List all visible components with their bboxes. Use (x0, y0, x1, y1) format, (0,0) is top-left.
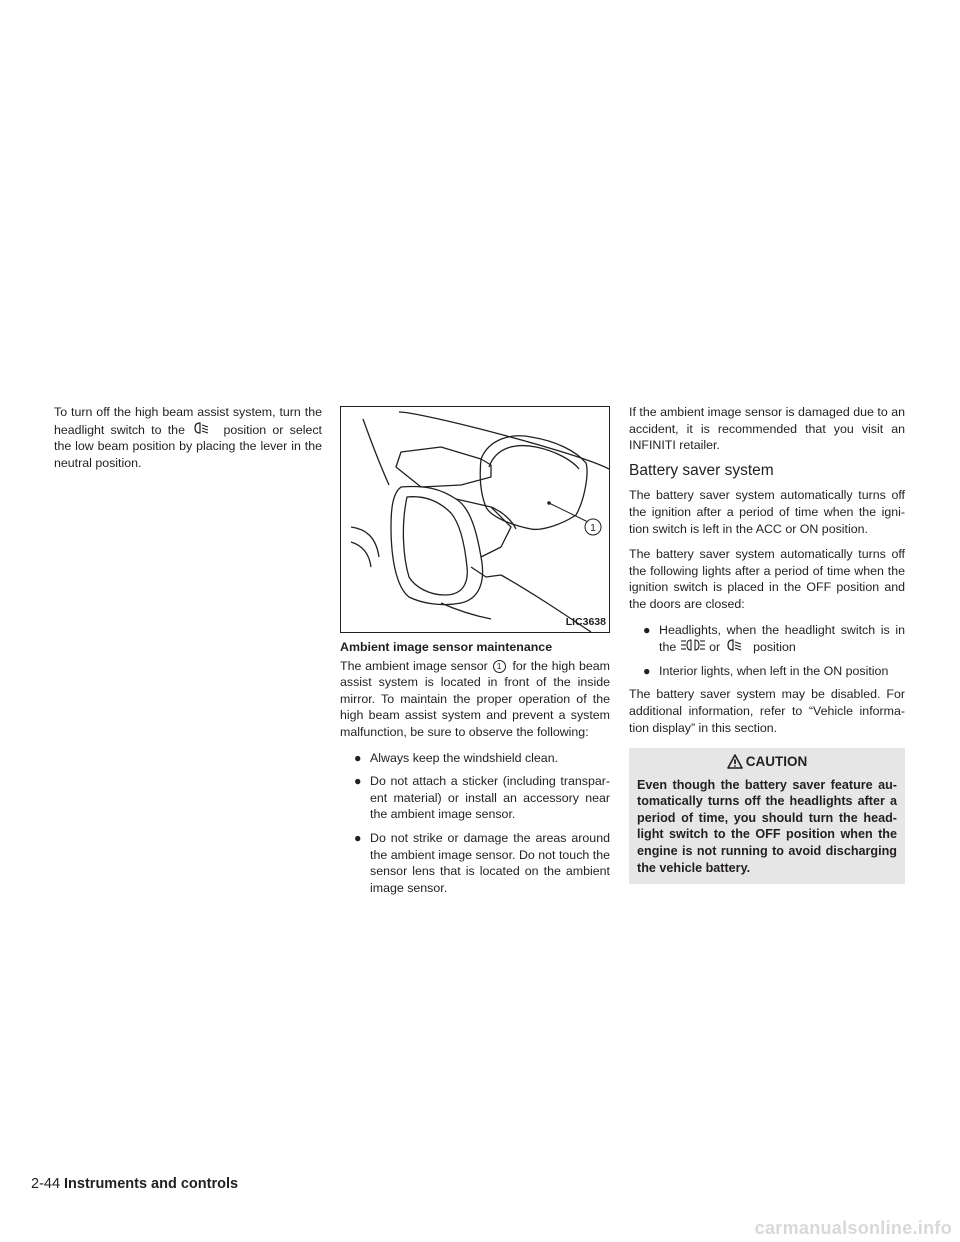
battery-saver-heading: Battery saver system (629, 461, 774, 479)
list-item: ● Headlights, when the headlight switch is in the or position (643, 622, 905, 655)
warning-triangle-icon (727, 754, 743, 769)
bullet-icon: ● (354, 830, 362, 845)
high-beam-off-paragraph: To turn off the high beam assist system, turn the headlight switch to the position or select the low beam position by placing the lever in the neutral position. (54, 405, 322, 470)
bullet-icon: ● (643, 622, 651, 637)
battery-bullet-list (629, 622, 905, 680)
caution-header (629, 748, 905, 775)
list-item: ● Do not attach a sticker (including transpar- ent material) or install an accessory near the ambient image sensor. (354, 774, 610, 822)
list-item: ● Interior lights, when left in the ON position (643, 663, 889, 678)
bullet-icon: ● (643, 663, 651, 678)
battery-paragraph-2: The battery saver system automatically turns off the following lights after a period of time when the ignition switch is placed in the OFF position and the doors are closed: (629, 547, 905, 611)
callout-1-icon: 1 (493, 660, 506, 673)
damage-paragraph: If the ambient image sensor is damaged due to an accident, it is recommended that you visit an INFINITI retailer. (629, 405, 905, 453)
bullet-icon: ● (354, 774, 362, 789)
section-title: Instruments and controls (64, 1176, 239, 1192)
sensor-bullet-list (340, 750, 610, 897)
column-right (629, 404, 905, 884)
column-left (54, 404, 322, 480)
list-item: ● Always keep the windshield clean. (354, 750, 559, 765)
sensor-maintenance-heading: Ambient image sensor maintenance (340, 640, 553, 654)
figure-id: LIC3638 (565, 616, 606, 629)
page-footer (31, 1176, 238, 1192)
caution-text: Even though the battery saver feature au- tomatically turns off the headlights after a period of time, you should turn the head- light switch to the OFF position when the engine is not running to avoid discharging the vehicle battery. (637, 777, 897, 875)
sensor-intro-paragraph: The ambient image sensor 1 for the high beam assist system is located in front of the inside mirror. To maintain the proper operation of the high beam assist system and prevent a system malfunction, be sure to observe the following: (340, 658, 610, 739)
column-middle (340, 406, 610, 903)
caution-title: CAUTION (745, 754, 808, 770)
mirror-drawing (341, 407, 609, 632)
side-light-icon (680, 638, 706, 652)
battery-paragraph-3: The battery saver system may be disabled. For additional information, refer to “Vehicle informa- tion display” in this section. (629, 687, 905, 735)
mirror-sensor-illustration (340, 406, 610, 633)
battery-paragraph-1: The battery saver system automatically turns off the ignition after a period of time when the igni- tion switch is left in the ACC or ON position. (629, 488, 905, 536)
list-item: ● Do not strike or damage the areas around the ambient image sensor. Do not touch the sensor lens that is located on the ambient image sensor. (354, 830, 610, 895)
bullet-icon: ● (354, 750, 362, 765)
figure-callout: 1 (590, 523, 596, 534)
caution-box (629, 748, 905, 884)
watermark: carmanualsonline.info (754, 1218, 952, 1238)
low-beam-headlight-icon (191, 421, 217, 435)
low-beam-headlight-icon (724, 638, 750, 652)
page-number: 2-44 (31, 1176, 61, 1192)
